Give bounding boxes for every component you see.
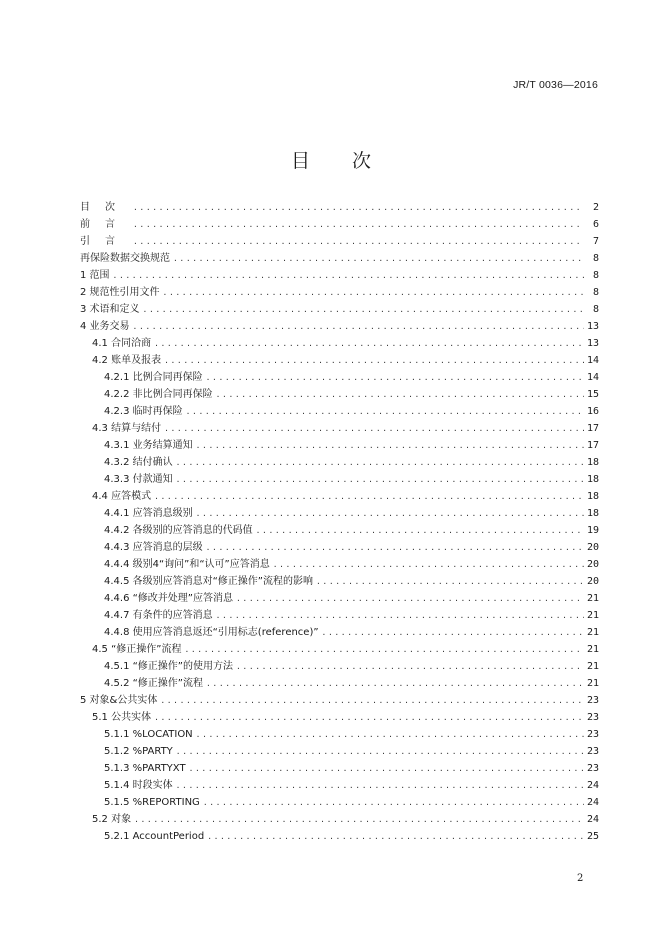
toc-dot-leader <box>184 641 584 658</box>
toc-entry-label: 4.3.2 结付确认 <box>104 457 173 468</box>
toc-entry-page: 8 <box>592 253 599 264</box>
toc-entry-label: 4.4 应答模式 <box>92 491 152 502</box>
toc-entry-label: 5.2.1 AccountPeriod <box>104 831 205 842</box>
toc-entry-page: 23 <box>586 729 599 740</box>
toc-entry-page: 18 <box>586 457 599 468</box>
toc-entry[interactable] <box>80 658 599 675</box>
toc-entry-label: 4.4.8 使用应答消息返还“引用标志(reference)” <box>104 627 319 638</box>
toc-dot-leader <box>133 199 584 216</box>
toc-entry-label: 4.2.1 比例合同再保险 <box>104 372 203 383</box>
toc-entry-label: 4.5.2 “修正操作”流程 <box>104 678 203 689</box>
toc-entry-page: 18 <box>586 491 599 502</box>
toc-entry[interactable] <box>80 539 599 556</box>
toc-entry-page: 21 <box>586 610 599 621</box>
toc-entry-label: 4.2.2 非比例合同再保险 <box>104 389 213 400</box>
toc-entry[interactable] <box>80 301 599 318</box>
toc-entry-page: 21 <box>586 661 599 672</box>
toc-entry-page: 20 <box>586 542 599 553</box>
toc-dot-leader <box>206 369 584 386</box>
toc-entry-page: 15 <box>586 389 599 400</box>
toc-dot-leader <box>164 420 584 437</box>
toc-entry-page: 21 <box>586 627 599 638</box>
toc-dot-leader <box>207 828 584 845</box>
standard-code: JR/T 0036—2016 <box>513 79 598 91</box>
title-char-2: 次 <box>352 150 372 172</box>
toc-entry-label: 4.2 账单及报表 <box>92 355 162 366</box>
toc-dot-leader <box>203 794 584 811</box>
toc-entry-page: 23 <box>586 746 599 757</box>
toc-entry-page: 20 <box>586 576 599 587</box>
toc-entry-page: 20 <box>586 559 599 570</box>
toc-dot-leader <box>113 267 584 284</box>
toc-entry[interactable] <box>80 505 599 522</box>
toc-entry-label: 5.1 公共实体 <box>92 712 152 723</box>
toc-dot-leader <box>176 454 584 471</box>
toc-entry-page: 18 <box>586 474 599 485</box>
toc-entry[interactable] <box>80 471 599 488</box>
toc-entry-page: 23 <box>586 695 599 706</box>
toc-entry[interactable] <box>80 675 599 692</box>
toc-entry[interactable] <box>80 437 599 454</box>
toc-dot-leader <box>186 403 584 420</box>
toc-dot-leader <box>216 607 584 624</box>
toc-entry-page: 6 <box>592 219 599 230</box>
toc-entry[interactable] <box>80 828 599 845</box>
toc-entry-label: 4.4.6 “修改并处理”应答消息 <box>104 593 233 604</box>
toc-entry[interactable] <box>80 590 599 607</box>
toc-entry[interactable] <box>80 267 599 284</box>
toc-entry-page: 8 <box>592 270 599 281</box>
toc-entry-label: 4 业务交易 <box>80 321 130 332</box>
toc-entry[interactable] <box>80 420 599 437</box>
toc-dot-leader <box>216 386 584 403</box>
toc-entry-page: 21 <box>586 644 599 655</box>
toc-entry-label: 5.2 对象 <box>92 814 132 825</box>
toc-entry-label: 4.3.3 付款通知 <box>104 474 173 485</box>
toc-entry-label: 4.4.5 各级别应答消息对“修正操作”流程的影响 <box>104 576 313 587</box>
table-of-contents <box>80 199 599 845</box>
toc-entry-label: 前言 <box>80 219 130 230</box>
toc-dot-leader <box>206 539 584 556</box>
toc-entry[interactable] <box>80 709 599 726</box>
toc-dot-leader <box>154 488 584 505</box>
toc-entry-label: 2 规范性引用文件 <box>80 287 160 298</box>
toc-entry-page: 13 <box>586 338 599 349</box>
toc-dot-leader <box>196 437 584 454</box>
toc-entry-label: 5 对象&公共实体 <box>80 695 158 706</box>
toc-entry-page: 18 <box>586 508 599 519</box>
toc-entry[interactable] <box>80 284 599 301</box>
toc-entry-label: 5.1.1 %LOCATION <box>104 729 193 740</box>
toc-entry[interactable] <box>80 726 599 743</box>
toc-entry[interactable] <box>80 199 599 216</box>
toc-dot-leader <box>236 590 584 607</box>
toc-entry-page: 24 <box>586 814 599 825</box>
toc-entry[interactable] <box>80 573 599 590</box>
toc-dot-leader <box>176 743 584 760</box>
toc-dot-leader <box>189 760 584 777</box>
toc-entry-label: 5.1.2 %PARTY <box>104 746 173 757</box>
toc-entry-page: 17 <box>586 440 599 451</box>
toc-entry-label: 5.1.3 %PARTYXT <box>104 763 186 774</box>
toc-entry[interactable] <box>80 777 599 794</box>
toc-dot-leader <box>163 284 584 301</box>
toc-entry[interactable] <box>80 335 599 352</box>
toc-dot-leader <box>196 726 584 743</box>
toc-entry-label: 4.1 合同洽商 <box>92 338 152 349</box>
toc-entry-label: 4.3 结算与结付 <box>92 423 162 434</box>
toc-entry[interactable] <box>80 760 599 777</box>
toc-dot-leader <box>154 335 584 352</box>
toc-entry-label: 4.3.1 业务结算通知 <box>104 440 193 451</box>
toc-entry-page: 14 <box>586 355 599 366</box>
toc-entry-label: 4.4.3 应答消息的层级 <box>104 542 203 553</box>
toc-entry-page: 2 <box>592 202 599 213</box>
toc-dot-leader <box>176 777 584 794</box>
toc-entry[interactable] <box>80 233 599 250</box>
toc-entry-page: 25 <box>586 831 599 842</box>
toc-entry[interactable] <box>80 556 599 573</box>
toc-dot-leader <box>236 658 584 675</box>
toc-entry[interactable] <box>80 811 599 828</box>
toc-dot-leader <box>133 216 584 233</box>
toc-entry[interactable] <box>80 386 599 403</box>
toc-entry-label: 3 术语和定义 <box>80 304 140 315</box>
toc-entry[interactable] <box>80 522 599 539</box>
toc-entry[interactable] <box>80 352 599 369</box>
toc-entry-page: 24 <box>586 780 599 791</box>
toc-entry-label: 引言 <box>80 236 130 247</box>
toc-entry-page: 23 <box>586 712 599 723</box>
toc-dot-leader <box>160 692 584 709</box>
toc-dot-leader <box>134 811 584 828</box>
toc-dot-leader <box>256 522 584 539</box>
toc-entry-page: 21 <box>586 593 599 604</box>
toc-dot-leader <box>196 505 584 522</box>
toc-entry[interactable] <box>80 607 599 624</box>
toc-entry-page: 8 <box>592 304 599 315</box>
toc-entry-page: 24 <box>586 797 599 808</box>
toc-entry-label: 4.5 “修正操作”流程 <box>92 644 182 655</box>
toc-dot-leader <box>176 471 584 488</box>
toc-entry-page: 16 <box>586 406 599 417</box>
toc-entry-page: 14 <box>586 372 599 383</box>
toc-dot-leader <box>206 675 584 692</box>
toc-entry-label: 4.4.1 应答消息级别 <box>104 508 193 519</box>
toc-entry-label: 5.1.5 %REPORTING <box>104 797 200 808</box>
toc-entry-label: 4.2.3 临时再保险 <box>104 406 183 417</box>
page-number: 2 <box>577 873 584 884</box>
toc-entry[interactable] <box>80 369 599 386</box>
toc-entry[interactable] <box>80 454 599 471</box>
toc-dot-leader <box>154 709 584 726</box>
toc-entry-page: 7 <box>592 236 599 247</box>
toc-entry[interactable] <box>80 403 599 420</box>
toc-entry-label: 再保险数据交换规范 <box>80 253 170 264</box>
toc-dot-leader <box>133 318 584 335</box>
toc-entry-label: 5.1.4 时段实体 <box>104 780 173 791</box>
toc-entry[interactable] <box>80 488 599 505</box>
toc-entry[interactable] <box>80 743 599 760</box>
page-title <box>0 146 662 173</box>
toc-entry-label: 目次 <box>80 202 130 213</box>
toc-entry-page: 17 <box>586 423 599 434</box>
toc-entry[interactable] <box>80 641 599 658</box>
toc-dot-leader <box>164 352 584 369</box>
toc-entry-page: 19 <box>586 525 599 536</box>
toc-entry-label: 4.4.2 各级别的应答消息的代码值 <box>104 525 253 536</box>
toc-entry-page: 23 <box>586 763 599 774</box>
toc-entry[interactable] <box>80 794 599 811</box>
toc-entry[interactable] <box>80 318 599 335</box>
toc-entry[interactable] <box>80 216 599 233</box>
toc-entry[interactable] <box>80 250 599 267</box>
toc-entry[interactable] <box>80 692 599 709</box>
toc-dot-leader <box>133 233 584 250</box>
toc-dot-leader <box>143 301 584 318</box>
toc-entry-label: 4.4.4 级别4“询问”和“认可”应答消息 <box>104 559 270 570</box>
toc-entry-label: 4.5.1 “修正操作”的使用方法 <box>104 661 233 672</box>
toc-dot-leader <box>273 556 584 573</box>
toc-entry-label: 1 范围 <box>80 270 110 281</box>
toc-entry-page: 13 <box>586 321 599 332</box>
toc-dot-leader <box>322 624 584 641</box>
toc-entry-page: 8 <box>592 287 599 298</box>
toc-entry[interactable] <box>80 624 599 641</box>
toc-dot-leader <box>316 573 584 590</box>
toc-entry-label: 4.4.7 有条件的应答消息 <box>104 610 213 621</box>
title-char-1: 目 <box>290 150 310 172</box>
toc-entry-page: 21 <box>586 678 599 689</box>
toc-dot-leader <box>173 250 584 267</box>
